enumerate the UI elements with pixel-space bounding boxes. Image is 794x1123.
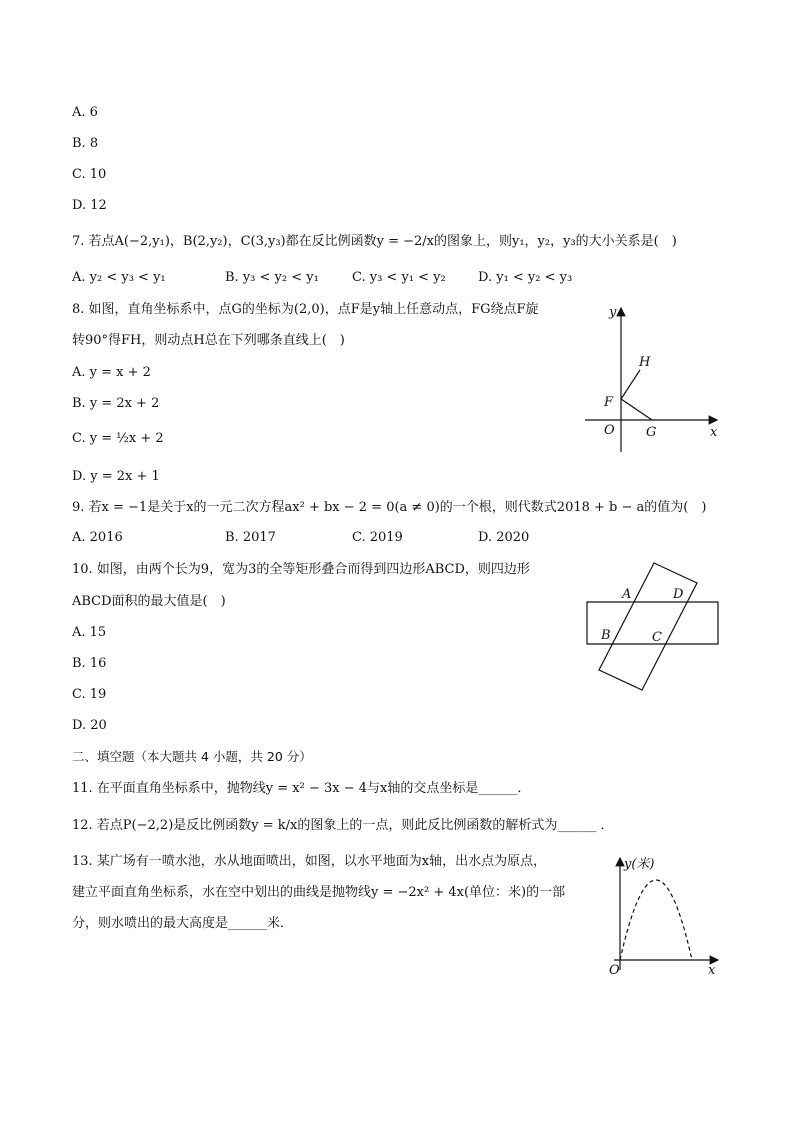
- q13-figure: [600, 850, 725, 980]
- q7-options: [72, 270, 592, 285]
- q13-label-x: x: [708, 963, 716, 978]
- q8-label-g: G: [646, 425, 657, 440]
- q8-label-f: F: [604, 395, 614, 410]
- q13-line2: 建立平面直角坐标系，水在空中划出的曲线是抛物线y = −2x² + 4x(单位：米)的一部: [72, 885, 566, 900]
- q10-option-d: D. 20: [72, 718, 107, 733]
- q8-option-a: A. y = x + 2: [72, 365, 151, 380]
- q9-option-d: D. 2020: [478, 530, 530, 545]
- q8-label-x: x: [710, 425, 718, 440]
- q13-parabola: [620, 880, 692, 960]
- q7-option-a: A. y₂ < y₃ < y₁: [72, 270, 166, 285]
- q8-option-d: D. y = 2x + 1: [72, 469, 160, 484]
- q12-stem: 12. 若点P(−2,2)是反比例函数y = k/x的图象上的一点，则此反比例函数的解析式为______ ．: [72, 818, 614, 833]
- q7-stem: 7. 若点A(−2,y₁)，B(2,y₂)，C(3,y₃)都在反比例函数y = −2/x的图象上，则y₁，y₂，y₃的大小关系是( ): [72, 234, 677, 249]
- q8-segment-fg: [621, 399, 652, 420]
- q10-option-b: B. 16: [72, 656, 107, 671]
- q10-label-b: B: [601, 628, 611, 643]
- q6-option-d: D. 12: [72, 198, 107, 213]
- q9-option-b: B. 2017: [225, 530, 276, 545]
- q6-option-b: B. 8: [72, 136, 99, 151]
- q10-stem-line2: ABCD面积的最大值是( ): [72, 594, 226, 609]
- section-2-heading: 二、填空题（本大题共 4 小题，共 20 分）: [72, 749, 312, 764]
- q8-segment-fh: [621, 370, 640, 399]
- q6-option-c: C. 10: [72, 167, 107, 182]
- q10-label-d: D: [673, 587, 684, 602]
- q9-stem: 9. 若x = −1是关于x的一元二次方程ax² + bx − 2 = 0(a ≠ 0)的一个根，则代数式2018 + b − a的值为( ): [72, 500, 707, 515]
- q10-figure: [580, 556, 725, 696]
- q8-label-y: y: [609, 305, 617, 320]
- q8-stem-line2: 转90°得FH，则动点H总在下列哪条直线上( ): [72, 333, 345, 348]
- q13-line1: 13. 某广场有一喷水池，水从地面喷出，如图，以水平地面为x轴，出水点为原点，: [72, 854, 547, 869]
- q10-tilted-rectangle: [599, 563, 697, 690]
- q10-label-c: C: [652, 630, 662, 645]
- q10-stem-line1: 10. 如图，由两个长为9，宽为3的全等矩形叠合而得到四边形ABCD，则四边形: [72, 562, 530, 577]
- q7-option-b: B. y₃ < y₂ < y₁: [225, 270, 319, 285]
- q13-label-y: y(米): [624, 857, 655, 872]
- q13-label-o: O: [609, 963, 620, 978]
- q7-option-d: D. y₁ < y₂ < y₃: [478, 270, 573, 285]
- q8-figure: [580, 298, 730, 458]
- q6-option-a: A. 6: [72, 105, 98, 120]
- q8-option-b: B. y = 2x + 2: [72, 396, 160, 411]
- q10-option-a: A. 15: [72, 625, 107, 640]
- q10-label-a: A: [622, 587, 632, 602]
- q8-option-c: C. y = ½x + 2: [72, 431, 164, 446]
- q10-option-c: C. 19: [72, 687, 107, 702]
- q9-option-c: C. 2019: [352, 530, 403, 545]
- q8-label-o: O: [604, 423, 615, 438]
- q9-options: [72, 530, 592, 545]
- q8-stem-line1: 8. 如图，直角坐标系中，点G的坐标为(2,0)，点F是y轴上任意动点，FG绕点F旋: [72, 302, 539, 317]
- q7-option-c: C. y₃ < y₁ < y₂: [352, 270, 446, 285]
- q8-label-h: H: [639, 355, 651, 370]
- q11-stem: 11. 在平面直角坐标系中，抛物线y = x² − 3x − 4与x轴的交点坐标是______．: [72, 781, 531, 796]
- q9-option-a: A. 2016: [72, 530, 123, 545]
- q13-line3: 分，则水喷出的最大高度是______米．: [72, 916, 294, 931]
